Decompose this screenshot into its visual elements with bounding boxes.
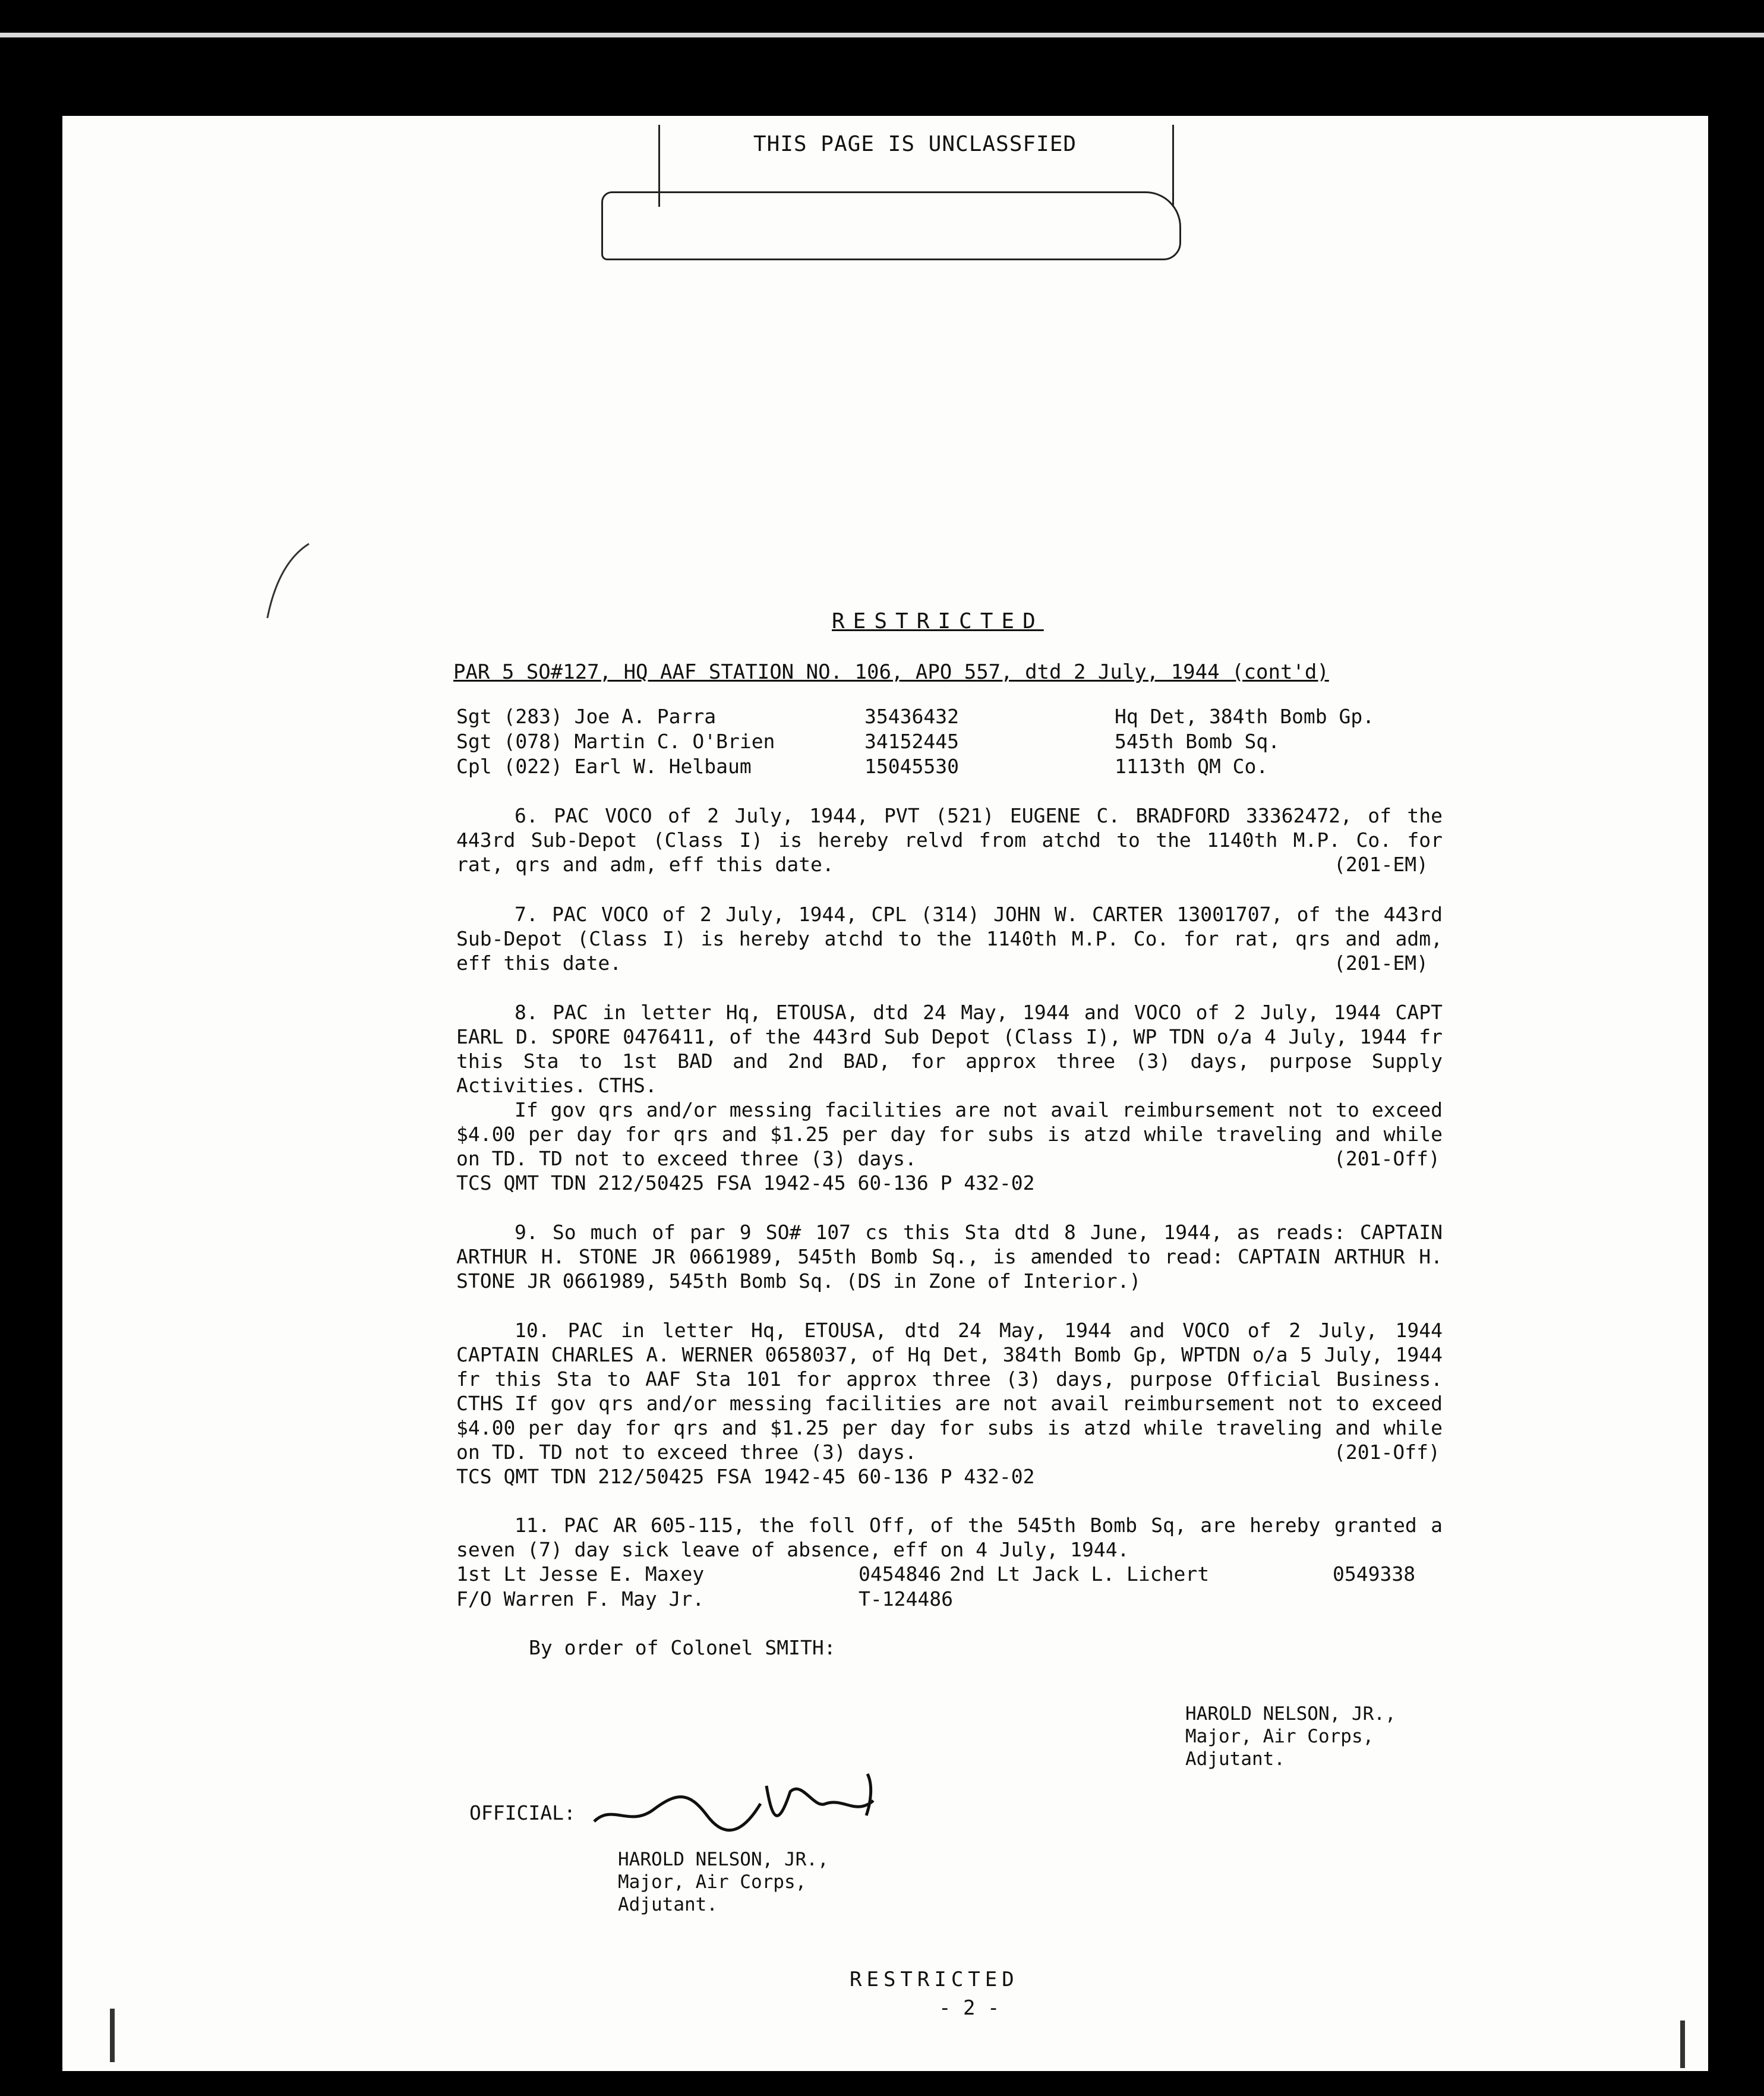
tape-outline bbox=[601, 191, 1181, 260]
paragraph-8-reimbursement: If gov qrs and/or messing facilities are not avail reimbursement not to exceed $4.00 per day for qrs and $1.25 per day for subs is atzd while traveling and while on TD. TD not to exceed three (3) days. bbox=[456, 1098, 1443, 1170]
paragraph-7: 7. PAC VOCO of 2 July, 1944, CPL (314) JOHN W. CARTER 13001707, of the 443rd Sub-Depot (Class I) is hereby atchd to the 1140th M.P. Co. for rat, qrs and adm, eff this date. bbox=[456, 903, 1443, 975]
scan-artifact bbox=[110, 2009, 115, 2062]
roster-serial: 35436432 bbox=[864, 705, 959, 728]
paragraph-11: 11. PAC AR 605-115, the foll Off, of the 545th Bomb Sq, are hereby granted a seven (7) day sick leave of absence, eff on 4 July, 1944. bbox=[456, 1514, 1443, 1561]
order-line: By order of Colonel SMITH: bbox=[529, 1636, 836, 1659]
leave-name: 1st Lt Jesse E. Maxey bbox=[456, 1562, 705, 1586]
roster-serial: 34152445 bbox=[864, 730, 959, 753]
leave-serial: T-124486 bbox=[859, 1587, 953, 1610]
scan-border-line bbox=[0, 33, 1764, 37]
official-signature-block: HAROLD NELSON, JR., Major, Air Corps, Adjutant. bbox=[618, 1849, 829, 1915]
footer-classification: RESTRICTED bbox=[850, 1968, 1019, 1991]
paragraph-6-ref: (201-EM) bbox=[1334, 853, 1428, 876]
leave-name: 2nd Lt Jack L. Lichert bbox=[949, 1562, 1210, 1586]
unclassified-banner: THIS PAGE IS UNCLASSFIED bbox=[753, 132, 1077, 156]
page-number: - 2 - bbox=[939, 1996, 1000, 2020]
paragraph-6: 6. PAC VOCO of 2 July, 1944, PVT (521) EUGENE C. BRADFORD 33362472, of the 443rd Sub-Depot (Class I) is hereby relvd from atchd to the 1140th M.P. Co. for rat, qrs and adm, eff this date. bbox=[456, 804, 1443, 876]
leave-name: F/O Warren F. May Jr. bbox=[456, 1587, 705, 1610]
roster-name: Sgt (283) Joe A. Parra bbox=[456, 705, 717, 728]
classification-header: RESTRICTED bbox=[832, 609, 1044, 633]
leave-serial: 0454846 bbox=[859, 1562, 942, 1586]
scan-artifact bbox=[1680, 2021, 1685, 2068]
paragraph-8: 8. PAC in letter Hq, ETOUSA, dtd 24 May, 1944 and VOCO of 2 July, 1944 CAPT EARL D. SPORE 0476411, of the 443rd Sub Depot (Class I), WP TDN o/a 4 July, 1944 fr this Sta to 1st BAD and 2nd BAD, for approx three (3) days, purpose Supply Activities. CTHS. bbox=[456, 1001, 1443, 1097]
roster-name: Cpl (022) Earl W. Helbaum bbox=[456, 755, 752, 778]
paragraph-8-ref: (201-Off) bbox=[1334, 1147, 1440, 1170]
roster-unit: 1113th QM Co. bbox=[1115, 755, 1268, 778]
official-label: OFFICIAL: bbox=[469, 1801, 576, 1824]
roster-unit: 545th Bomb Sq. bbox=[1115, 730, 1280, 753]
leave-serial: 0549338 bbox=[1333, 1562, 1416, 1586]
roster-unit: Hq Det, 384th Bomb Gp. bbox=[1115, 705, 1375, 728]
handwritten-signature bbox=[588, 1768, 897, 1845]
paragraph-10-reimbursement: If gov qrs and/or messing facilities are not avail reimbursement not to exceed $4.00 per day for qrs and $1.25 per day for subs is atzd while traveling and while on TD. TD not to exceed three (3) days. bbox=[456, 1392, 1443, 1464]
paragraph-9: 9. So much of par 9 SO# 107 cs this Sta dtd 8 June, 1944, as reads: CAPTAIN ARTHUR H. STONE JR 0661989, 545th Bomb Sq., is amended to read: CAPTAIN ARTHUR H. STONE JR 0661989, 545th Bomb Sq. (DS in Zone of Interior.) bbox=[456, 1221, 1443, 1293]
paragraph-10: 10. PAC in letter Hq, ETOUSA, dtd 24 May, 1944 and VOCO of 2 July, 1944 CAPTAIN CHARLES A. WERNER 0658037, of Hq Det, 384th Bomb Gp, WPTDN o/a 5 July, 1944 fr this Sta to AAF Sta 101 for approx three (3) days, purpose Official Business. CTHS bbox=[456, 1319, 1443, 1415]
paragraph-8-accounting: TCS QMT TDN 212/50425 FSA 1942-45 60-136 P 432-02 bbox=[456, 1171, 1035, 1194]
pencil-mark bbox=[261, 541, 315, 624]
paragraph-10-ref: (201-Off) bbox=[1334, 1441, 1440, 1464]
order-reference-header: PAR 5 SO#127, HQ AAF STATION NO. 106, APO 557, dtd 2 July, 1944 (cont'd) bbox=[453, 660, 1329, 684]
roster-name: Sgt (078) Martin C. O'Brien bbox=[456, 730, 775, 753]
roster-serial: 15045530 bbox=[864, 755, 959, 778]
paragraph-7-ref: (201-EM) bbox=[1334, 951, 1428, 975]
paragraph-10-accounting: TCS QMT TDN 212/50425 FSA 1942-45 60-136 P 432-02 bbox=[456, 1465, 1035, 1488]
adjutant-signature-block: HAROLD NELSON, JR., Major, Air Corps, Adjutant. bbox=[1185, 1703, 1396, 1770]
